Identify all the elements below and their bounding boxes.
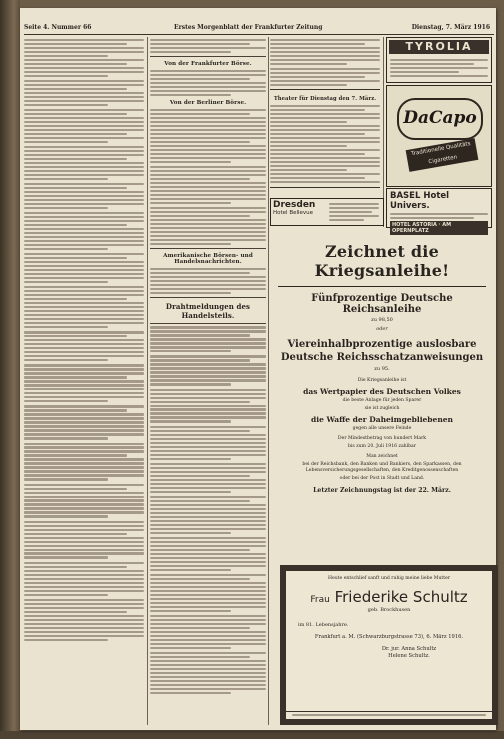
- column-a-text: [24, 37, 144, 725]
- ad-dresden-hotel: [270, 198, 384, 226]
- section-title-drahtmeldungen: Drahtmeldungen des Handelsteils.: [165, 301, 251, 320]
- section-title-berlin-boerse: Von der Berliner Börse.: [169, 99, 247, 106]
- header-date: Dienstag, 7. März 1916: [411, 24, 490, 31]
- schatzanweisungen-line: Viereinhalbprozentige auslosbare Deutsche Reichsschatzanweisungen: [280, 339, 484, 363]
- zugleich-line: sie ist zugleich: [364, 406, 400, 411]
- theater-section: [270, 89, 380, 188]
- man-zeichnet-line: Man zeichnet: [366, 454, 398, 459]
- dresden-title: Dresden: [273, 200, 316, 210]
- theater-title: Theater für Dienstag den 7. März.: [273, 96, 377, 103]
- mindestbetrag-line: Der Mindestbetrag von hundert Mark: [337, 436, 427, 441]
- column-c-text: [270, 37, 380, 197]
- feinde-line: gegen alle unsere Feinde: [352, 426, 412, 431]
- hotel-astoria-band: HOTEL ASTORIA · AM OPERNPLATZ: [390, 221, 488, 235]
- column-rule: [268, 37, 269, 725]
- header-edition: Erstes Morgenblatt der Frankfurter Zeitung: [174, 24, 323, 31]
- notice-signer-2: Helene Schultz.: [388, 653, 430, 659]
- ad-basel-hotel: [386, 188, 492, 234]
- notice-footer: [286, 711, 492, 717]
- section-title-frankfurt-boerse: Von der Frankfurter Börse.: [164, 60, 252, 67]
- dacapo-cigarette-strip: Traditionelle Qualitäts Cigaretten: [406, 138, 479, 172]
- section-title-amerikanische-boersen: Amerikanische Börsen- und Handelsnachrichten.: [163, 252, 253, 265]
- schatzanweisungen-price: zu 95.: [374, 366, 390, 372]
- notice-signer-1: Dr. jur. Anna Schultz: [381, 646, 437, 652]
- zeichnungsstellen-text: bei der Reichsbank, den Banken und Bankiers, den Sparkassen, den Lebensversicherungsgesellschaften, den Kreditgenossenschaften: [302, 462, 462, 473]
- notice-age: im 81. Lebensjahre.: [298, 622, 349, 628]
- section-divider: [150, 56, 266, 57]
- kriegsanleihe-ist: Die Kriegsanleihe ist: [357, 378, 407, 383]
- anlage-line: die beste Anlage für jeden Sparer: [342, 398, 422, 403]
- notice-maiden-name: geb. Brockhusen: [367, 607, 411, 613]
- headline-rule: [278, 286, 486, 287]
- kriegsanleihe-headline: Zeichnet die Kriegsanleihe!: [314, 242, 450, 280]
- notice-intro: Heute entschlief sanft und ruhig meine liebe Mutter: [327, 576, 451, 581]
- section-divider: [150, 297, 266, 298]
- dresden-subtitle: Hotel Bellevue: [273, 210, 314, 216]
- section-divider: [150, 323, 266, 324]
- book-binding: [0, 0, 20, 739]
- letzter-zeichnungstag: Letzter Zeichnungstag ist der 22. März.: [313, 487, 451, 494]
- column-b-finance: [150, 37, 266, 725]
- zahlbar-line: bis zum 20. Juli 1916 zahlbar: [347, 444, 416, 449]
- basel-hotel-title: BASEL Hotel Univers.: [390, 191, 450, 211]
- page-header: [24, 22, 494, 35]
- post-line: oder bei der Post in Stadt und Land.: [339, 476, 425, 481]
- dacapo-logo: DaCapo: [397, 98, 483, 140]
- ad-kriegsanleihe: [272, 234, 492, 559]
- oder-text: oder: [376, 326, 388, 332]
- column-rule: [147, 37, 148, 725]
- reichsanleihe-price: zu 98,50: [371, 317, 393, 323]
- header-page-number: Seite 4. Nummer 66: [24, 24, 92, 31]
- waffe-line: die Waffe der Daheimgebliebenen: [310, 415, 454, 424]
- section-divider: [150, 248, 266, 249]
- notice-frau: Frau: [310, 595, 330, 605]
- tyrolia-logo: TYROLIA: [389, 40, 489, 54]
- ad-tyrolia: [386, 37, 492, 83]
- death-notice: [280, 565, 498, 725]
- notice-name: Friederike Schultz: [334, 588, 468, 606]
- ad-dacapo: [386, 85, 492, 187]
- scan-bottom-edge: [0, 731, 504, 739]
- reichsanleihe-line: Fünfprozentige Deutsche Reichsanleihe: [311, 293, 453, 315]
- notice-place-date: Frankfurt a. M. (Schwarzburgstrasse 73), 6. März 1916.: [314, 634, 464, 640]
- wertpapier-line: das Wertpapier des Deutschen Volkes: [303, 387, 461, 396]
